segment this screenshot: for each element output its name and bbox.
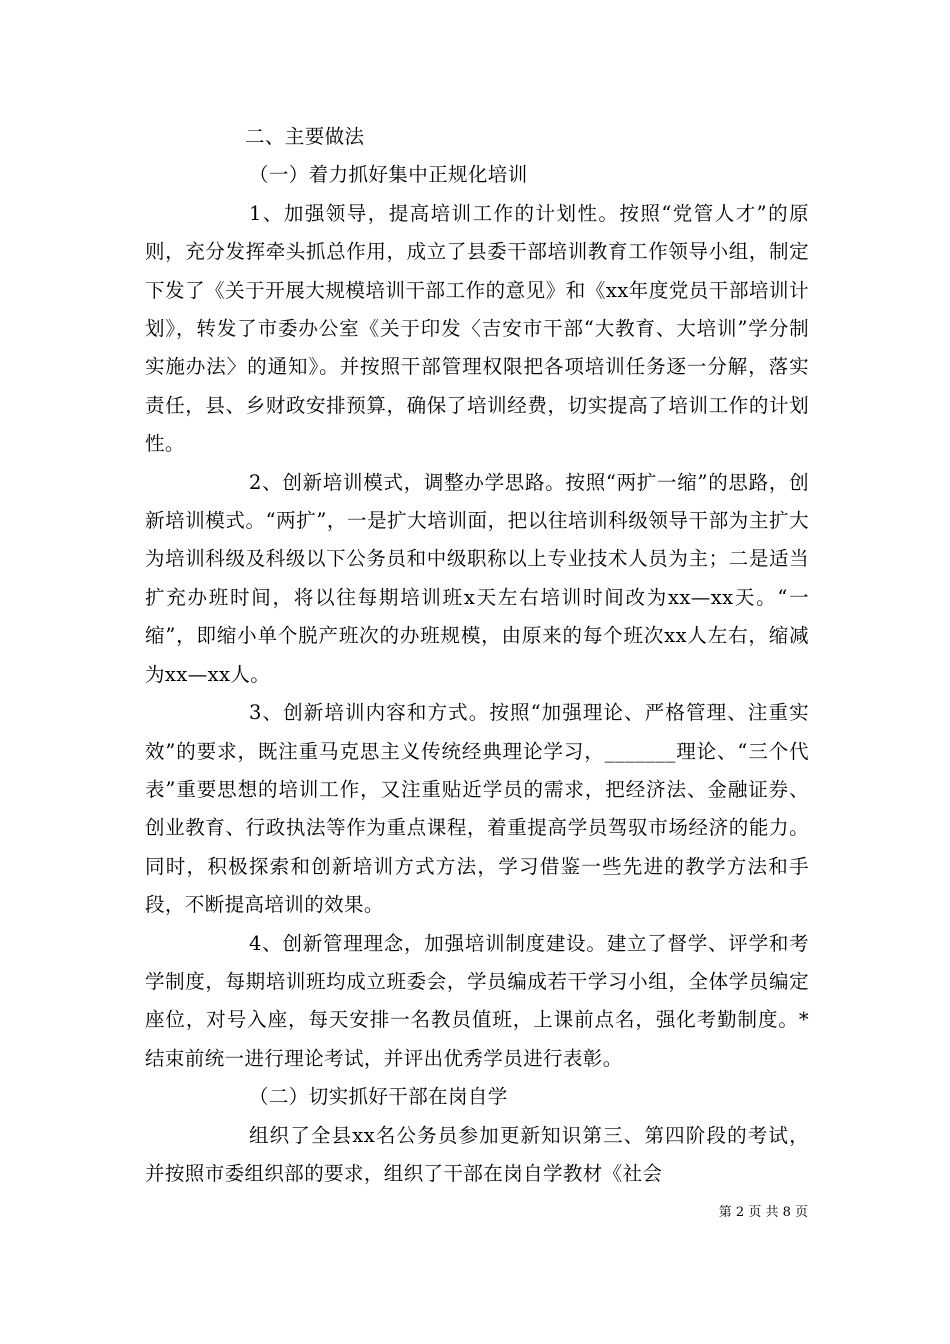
paragraph-3: 3、创新培训内容和方式。按照“加强理论、严格管理、注重实效”的要求，既注重马克思主义传统经典理论学习，_______理论、“三个代表”重要思想的培训工作，又注重贴近学员的需求，把经济法、金融证券、创业教育、行政执法等作为重点课程，着重提高学员驾驭市场经济的能力。同时，积极探索和创新培训方式方法，学习借鉴一些先进的教学方法和手段，不断提高培训的效果。: [145, 701, 809, 917]
paragraph-4: 4、创新管理理念，加强培训制度建设。建立了督学、评学和考学制度，每期培训班均成立班委会，学员编成若干学习小组，全体学员编定座位，对号入座，每天安排一名教员值班，上课前点名，强化考勤制度。*结束前统一进行理论考试，并评出优秀学员进行表彰。: [145, 931, 809, 1070]
paragraph-2: 2、创新培训模式，调整办学思路。按照“两扩一缩”的思路，创新培训模式。“两扩”，一是扩大培训面，把以往培训科级领导干部为主扩大为培训科级及科级以下公务员和中级职称以上专业技术人员为主；二是适当扩充办班时间，将以往每期培训班x天左右培训时间改为xx—xx天。“一缩”，即缩小单个脱产班次的办班规模，由原来的每个班次xx人左右，缩减为xx—xx人。: [145, 470, 809, 686]
paragraph-1: 1、加强领导，提高培训工作的计划性。按照“党管人才”的原则，充分发挥牵头抓总作用，成立了县委干部培训教育工作领导小组，制定下发了《关于开展大规模培训干部工作的意见》和《xx年度党员干部培训计划》，转发了市委办公室《关于印发〈吉安市干部“大教育、大培训”学分制实施办法〉的通知》。并按照干部管理权限把各项培训任务逐一分解，落实责任，县、乡财政安排预算，确保了培训经费，切实提高了培训工作的计划性。: [145, 201, 809, 456]
section-title: 二、主要做法: [245, 125, 365, 148]
subsection-title-2: （二）切实抓好干部在岗自学: [249, 1085, 508, 1109]
paragraph-5: 组织了全县xx名公务员参加更新知识第三、第四阶段的考试，并按照市委组织部的要求，组织了干部在岗自学教材《社会: [145, 1123, 809, 1185]
subsection-title-1: （一）着力抓好集中正规化培训: [249, 163, 528, 187]
document-body: [145, 118, 809, 1193]
page-number-footer: 第 2 页 共 8 页: [718, 1205, 808, 1220]
